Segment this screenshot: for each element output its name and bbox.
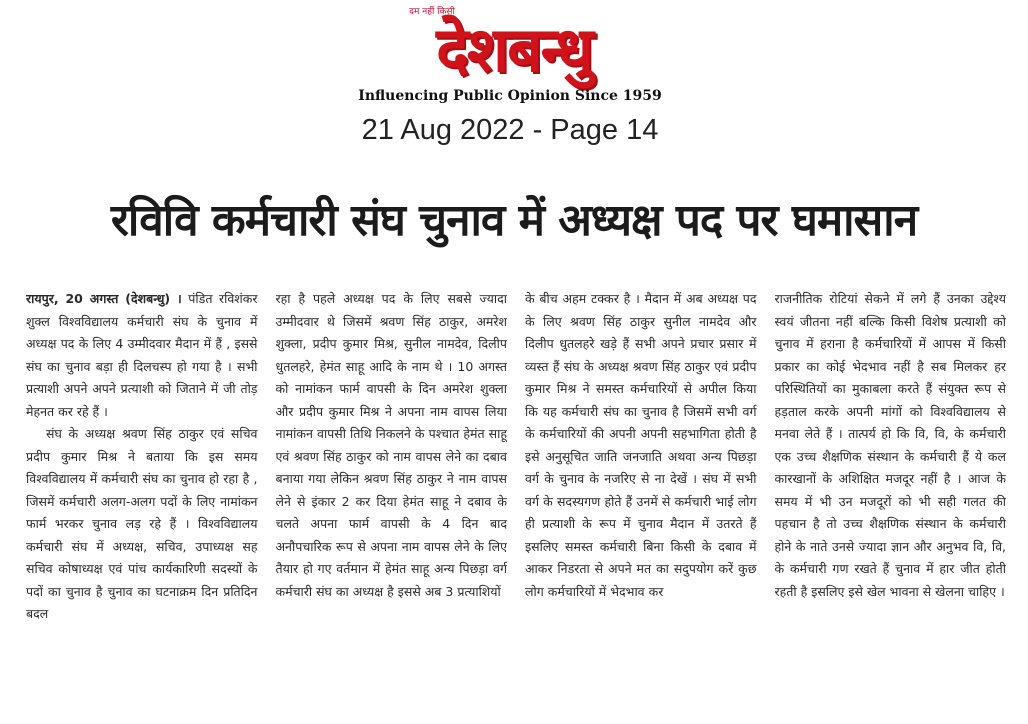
- article-column-4: [775, 288, 1007, 718]
- article-column-3: [525, 288, 757, 718]
- article-paragraph: संघ के अध्यक्ष श्रवण सिंह ठाकुर एवं सचिव प्रदीप कुमार मिश्र ने बताया कि इस समय विश्वविद्यालय में कर्मचारी संघ का चुनाव हो रहा है , जिसमें कर्मचारी अलग-अलग पदों के लिए नामांकन फार्म भरकर चुनाव लड़ रहे हैं । विश्वविद्यालय कर्मचारी संघ में अध्यक्ष, सचिव, उपाध्यक्ष सह सचिव कोषाध्यक्ष एवं पांच कार्यकारिणी सदस्यों के पदों का चुनाव है चुनाव का घटनाक्रम दिन प्रतिदिन बदल: [26, 426, 258, 621]
- article-column-1: [26, 288, 258, 718]
- article-paragraph: [26, 288, 258, 423]
- masthead: [0, 0, 1028, 160]
- issue-date-page: 21 Aug 2022 - Page 14: [361, 114, 659, 146]
- article-paragraph: रहा है पहले अध्यक्ष पद के लिए सबसे ज्यादा उम्मीदवार थे जिसमें श्रवण सिंह ठाकुर, अमरेश शुक्ला, प्रदीप कुमार मिश्र, सुनील नामदेव, दिलीप धुतलहरे, हेमंत साहू आदि के नाम थे । 10 अगस्त को नामांकन फार्म वापसी के दिन अमरेश शुक्ला और प्रदीप कुमार मिश्र ने अपना नाम वापस लिया नामांकन वापसी तिथि निकलने के पश्चात हेमंत साहू एवं श्रवण सिंह ठाकुर को नाम वापस लेने का दबाव बनाया गया लेकिन श्रवण सिंह ठाकुर ने नाम वापस लेने से इंकार 2 कर दिया हेमंत साहू ने दबाव के चलते अपना फार्म वापसी के 4 दिन बाद अनौपचारिक रूप से अपना नाम वापस लेने के लिए तैयार हो गए वर्तमान में हेमंत साहू अन्य पिछड़ा वर्ग कर्मचारी संघ का अध्यक्ष है इससे अब 3 प्रत्याशियों: [275, 291, 507, 599]
- article-paragraph: के बीच अहम टक्कर है । मैदान में अब अध्यक्ष पद के लिए श्रवण सिंह ठाकुर सुनील नामदेव और दिलीप धुतलहरे खड़े हैं सभी अपने प्रचार प्रसार में व्यस्त हैं संघ के अध्यक्ष श्रवण सिंह ठाकुर एवं प्रदीप कुमार मिश्र ने समस्त कर्मचारियों से अपील किया कि यह कर्मचारी संघ का चुनाव है जिसमें सभी वर्ग के कर्मचारियों की अपनी अपनी सहभागिता होती है इसे अनुसूचित जाति जनजाति अथवा अन्य पिछड़ा वर्ग के चुनाव के नजरिए से ना देखें । संघ में सभी वर्ग के सदस्यगण होते हैं उनमें से कर्मचारी भाई लोग ही प्रत्याशी के रूप में चुनाव मैदान में उतरते हैं इसलिए समस्त कर्मचारी बिना किसी के दबाव में आकर निडरता से अपने मत का सदुपयोग करें कुछ लोग कर्मचारियों में भेदभाव कर: [525, 291, 757, 599]
- article-paragraph: राजनीतिक रोटियां सेकने में लगे हैं उनका उद्देश्य स्वयं जीतना नहीं बल्कि किसी विशेष प्रत्याशी को चुनाव में हराना है कर्मचारियों में आपस में किसी प्रकार का कोई भेदभाव नहीं है सब मिलकर हर परिस्थितियों का मुकाबला करते हैं संयुक्त रूप से हड़ताल करके अपनी मांगों को विश्वविद्यालय से मनवा लेते हैं । तात्पर्य हो कि वि, वि, के कर्मचारी एक उच्च शैक्षणिक संस्थान के कर्मचारी हैं ये कल कारखानों के अशिक्षित मजदूर नहीं है । आज के समय में भी उन मजदूरों को भी सही गलत की पहचान है तो उच्च शैक्षणिक संस्थान के कर्मचारी होने के नाते उनसे ज्यादा ज्ञान और अनुभव वि, वि, के कर्मचारी गण रखते हैं चुनाव में हार जीत होती रहती है इसलिए इसे खेल भावना से खेलना चाहिए ।: [774, 291, 1006, 599]
- newspaper-slogan: Influencing Public Opinion Since 1959: [358, 88, 662, 104]
- article-paragraph-text: पंडित रविशंकर शुक्ल विश्वविद्यालय कर्मचारी संघ के चुनाव में अध्यक्ष पद के लिए 4 उम्मीदवार मैदान में हैं , इससे संघ का चुनाव बड़ा ही दिलचस्प हो गया है । सभी प्रत्याशी अपने अपने प्रत्याशी को जिताने में जी तोड़ मेहनत कर रहे हैं ।: [26, 291, 258, 419]
- logo-small-tag: दम नहीं किसी: [409, 7, 455, 17]
- newspaper-logo: देशबन्धु: [436, 13, 592, 86]
- article-column-2: [276, 288, 508, 718]
- article-headline: रविवि कर्मचारी संघ चुनाव में अध्यक्ष पद पर घमासान: [110, 195, 918, 246]
- article-dateline: रायपुर, 20 अगस्त (देशबन्धु) ।: [26, 291, 182, 306]
- article-body: [26, 288, 1006, 718]
